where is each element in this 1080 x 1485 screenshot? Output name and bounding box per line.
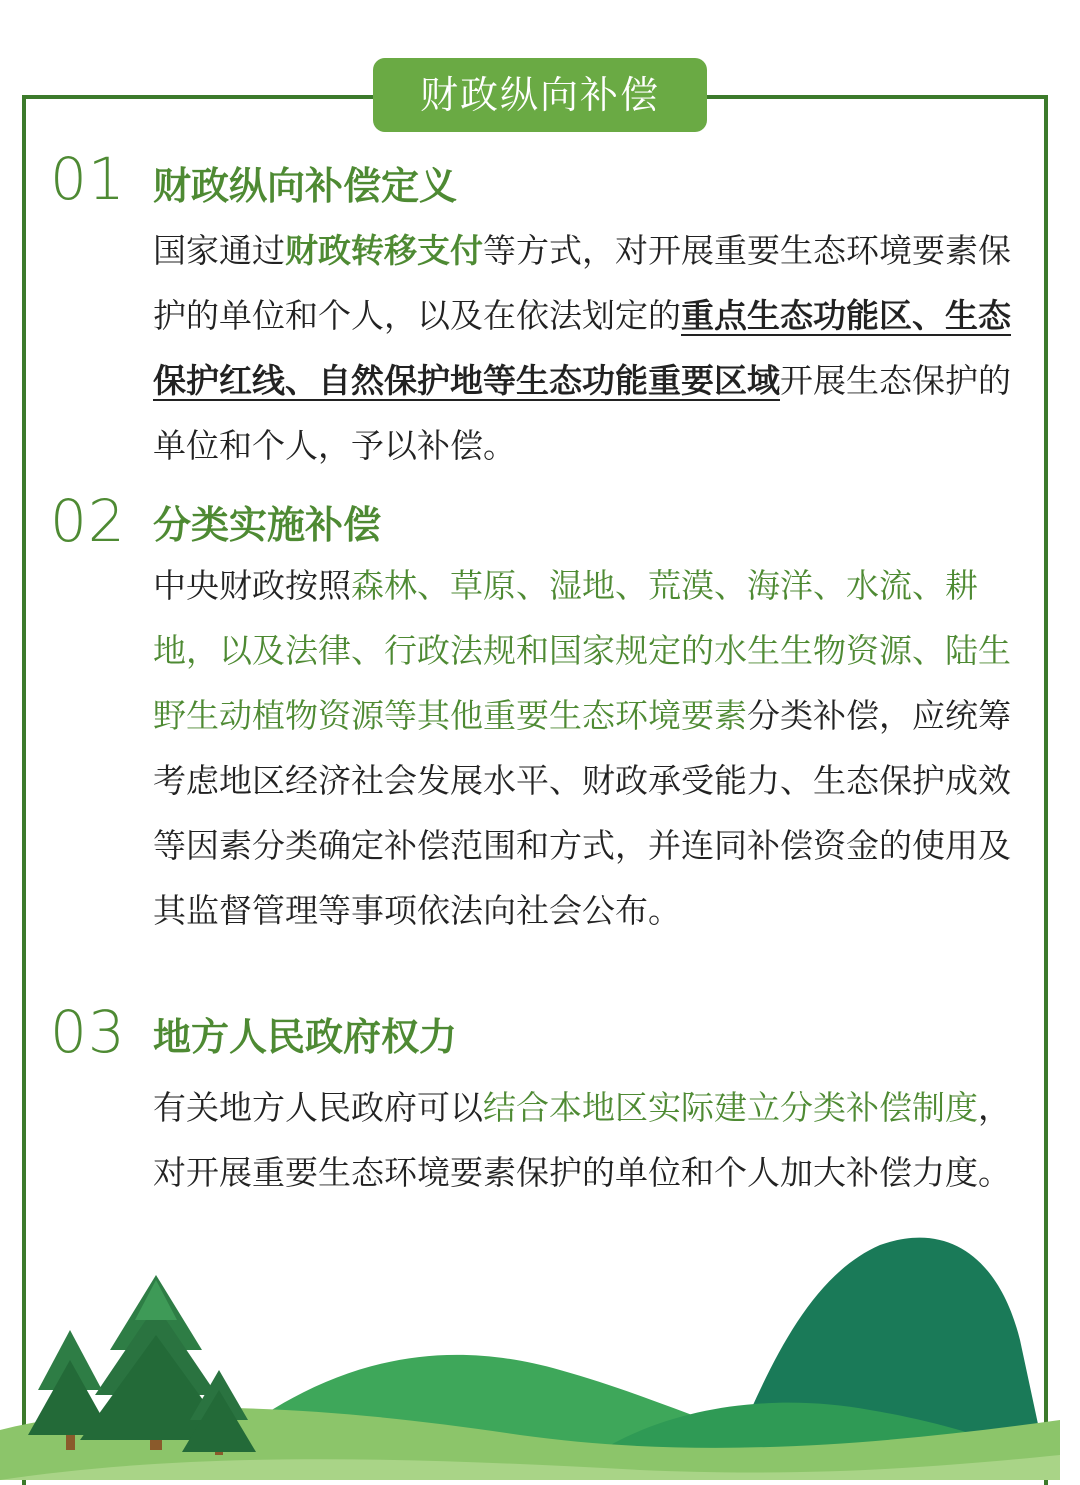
highlight-text: 森林、草原、湿地、荒漠、海洋、水流、耕地，以及法律、行政法规和国家规定的水生生物资源、陆生野生动植物资源等其他重要生态环境要素	[153, 566, 1011, 735]
section-title-01: 财政纵向补偿定义	[153, 164, 458, 208]
hills-and-trees-illustration	[0, 1220, 1080, 1480]
page-title-badge: 财政纵向补偿	[373, 58, 707, 132]
section-number-01: 01	[50, 145, 126, 213]
body-text: 国家通过	[153, 231, 285, 270]
section-body-02	[153, 553, 1033, 943]
section-title-02: 分类实施补偿	[153, 503, 382, 547]
highlight-text: 财政转移支付	[285, 231, 483, 270]
body-text: 等方式，对开展重要生态环境要素保护的单位和个人，以及在依法划定的	[153, 231, 1011, 335]
body-text: 分类补偿，应统筹考虑地区经济社会发展水平、财政承受能力、生态保护成效等因素分类确定补偿范围和方式，并连同补偿资金的使用及其监督管理等事项依法向社会公布。	[153, 696, 1011, 930]
section-number-03: 03	[50, 998, 126, 1066]
small-pine-tree-icon	[28, 1330, 112, 1450]
body-text: 中央财政按照	[153, 566, 351, 605]
section-title-03: 地方人民政府权力	[153, 1015, 458, 1059]
section-body-01	[153, 218, 1033, 478]
highlight-text: 结合本地区实际建立分类补偿制度	[483, 1088, 978, 1127]
section-body-03	[153, 1075, 1033, 1205]
body-text: ，对开展重要生态环境要素保护的单位和个人加大补偿力度。	[153, 1088, 1011, 1192]
section-number-02: 02	[50, 487, 126, 555]
body-text: 开展生态保护的单位和个人，予以补偿。	[153, 361, 1011, 465]
underlined-text: 重点生态功能区、生态保护红线、自然保护地等生态功能重要区域	[153, 296, 1011, 400]
body-text: 有关地方人民政府可以	[153, 1088, 483, 1127]
